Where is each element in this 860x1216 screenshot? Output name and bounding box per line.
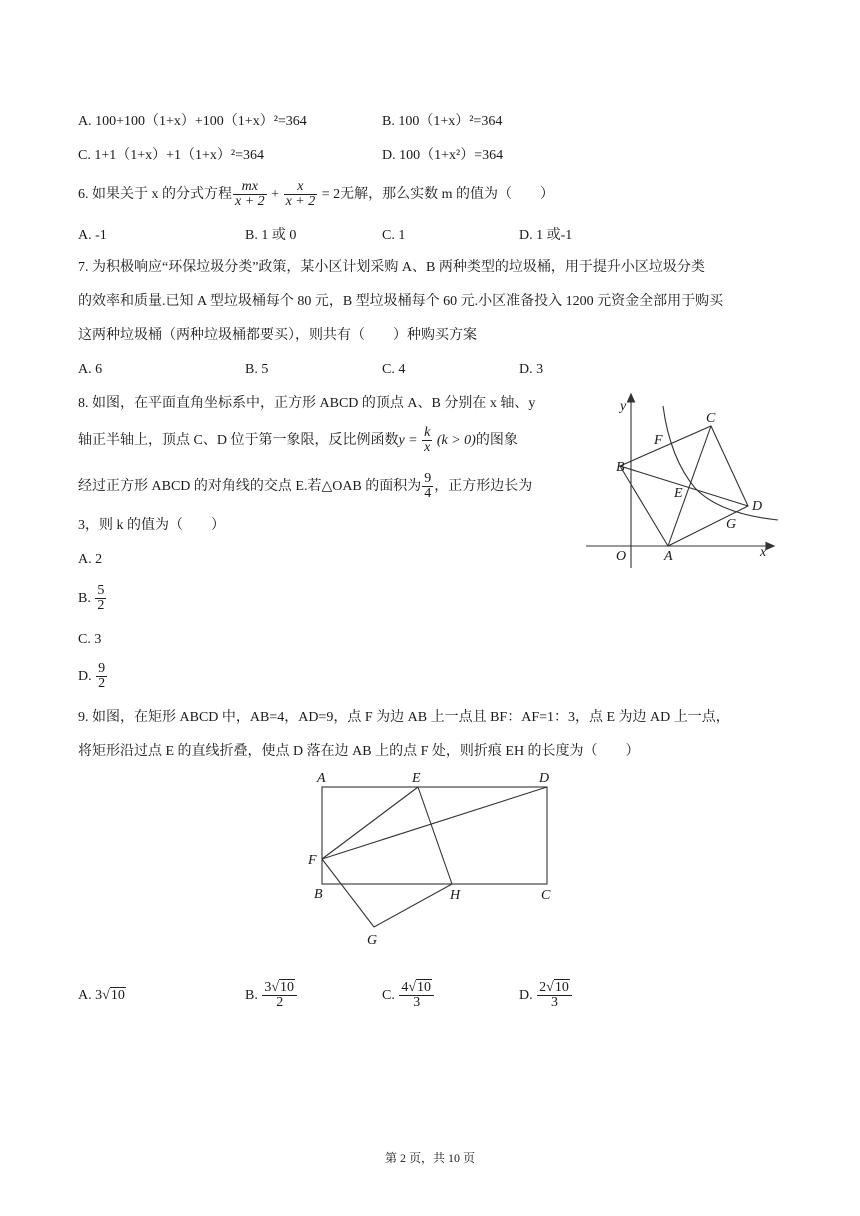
q8-line-2	[78, 426, 518, 456]
q9-label-c: C	[541, 888, 551, 903]
q8-line2-prefix: 轴正半轴上，顶点 C、D 位于第一象限，反比例函数	[78, 433, 399, 448]
q9-label-a: A	[317, 771, 326, 786]
q9-option-a-coef: 3	[95, 988, 103, 1003]
q8-func-fraction	[422, 426, 432, 455]
q9-option-c-den: 3	[399, 995, 434, 1010]
q9-option-a-label: A.	[78, 988, 92, 1003]
q9-option-b-fraction	[262, 981, 297, 1010]
q9-option-d-den: 3	[537, 995, 572, 1010]
q6-frac2-den: x + 2	[285, 194, 316, 210]
q8-y-arrow	[628, 394, 635, 402]
q7-option-d: D. 3	[519, 362, 544, 377]
q5-option-b: B. 100（1+x）²=364	[382, 114, 503, 129]
q8-label-y: y	[620, 399, 627, 414]
q9-option-d-radicand: 10	[554, 980, 569, 996]
q9-option-c-num: 4√10	[401, 980, 432, 996]
q9-option-b	[245, 976, 298, 1016]
q9-label-d: D	[539, 771, 550, 786]
q8-option-c: C. 3	[78, 632, 102, 647]
q8-line-3	[78, 472, 532, 502]
q8-area-num: 9	[424, 471, 432, 487]
q8-label-f: F	[654, 433, 663, 448]
q9-label-g: G	[367, 933, 378, 948]
page-footer: 第 2 页，共 10 页	[384, 1151, 475, 1165]
q9-option-d-fraction	[537, 981, 572, 1010]
q8-option-b-den: 2	[97, 598, 105, 614]
q9-option-a-sqrt-sign: √	[102, 988, 110, 1003]
q9-option-a	[78, 976, 126, 1016]
q6-eq: = 2	[321, 187, 341, 202]
q8-figure	[580, 388, 780, 573]
q9-option-b-den: 2	[262, 995, 297, 1010]
q9-option-c-label: C.	[382, 988, 395, 1003]
q8-area-den: 4	[424, 486, 432, 502]
q8-func-num: k	[424, 425, 431, 441]
q7-option-c: C. 4	[382, 362, 406, 377]
q9-option-d-coef: 2	[539, 980, 547, 996]
q7-option-a: A. 6	[78, 362, 103, 377]
q6-option-d: D. 1 或-1	[519, 228, 573, 243]
q8-line3-suffix: ，正方形边长为	[434, 479, 533, 494]
q9-label-b: B	[314, 887, 323, 902]
q8-option-b-label: B.	[78, 591, 91, 606]
q9-segment-fg	[322, 859, 374, 927]
q9-option-b-coef: 3	[264, 980, 272, 996]
q8-func-den: x	[424, 440, 431, 456]
q5-option-d: D. 100（1+x²）=364	[382, 148, 504, 163]
q8-func-cond: (k > 0)	[436, 433, 476, 448]
q9-label-e: E	[412, 771, 421, 786]
q9-label-f: F	[308, 853, 317, 868]
q8-option-b-fraction	[95, 584, 106, 613]
q8-line2-suffix: 的图象	[475, 433, 518, 448]
q6-fraction-1	[233, 180, 267, 209]
q8-label-e: E	[674, 486, 683, 501]
q9-segment-fd	[322, 787, 547, 859]
q6-stem	[78, 180, 554, 210]
q8-option-b	[78, 582, 107, 616]
q8-option-b-num: 5	[97, 583, 105, 599]
q9-figure	[300, 765, 565, 950]
q6-frac2-num: x	[297, 179, 304, 195]
q6-fraction-2	[284, 180, 318, 209]
q8-option-d-num: 9	[98, 661, 106, 677]
q8-line3-prefix: 经过正方形 ABCD 的对角线的交点 E.若△OAB 的面积为	[78, 479, 422, 494]
q8-option-d-label: D.	[78, 669, 92, 684]
q9-option-b-num: 3√10	[264, 980, 295, 996]
q9-crease-eh	[418, 787, 452, 884]
q9-option-d	[519, 976, 573, 1016]
q9-option-b-radicand: 10	[280, 980, 295, 996]
q8-label-x: x	[760, 545, 767, 560]
q8-line-4: 3，则 k 的值为（ ）	[78, 518, 225, 533]
q6-prefix: 6. 如果关于 x 的分式方程	[78, 187, 232, 202]
q6-option-a: A. -1	[78, 228, 107, 243]
q8-label-c: C	[706, 411, 716, 426]
q9-option-a-radicand: 10	[110, 988, 125, 1003]
q9-line-2: 将矩形沿过点 E 的直线折叠，使点 D 落在边 AB 上的点 F 处，则折痕 EH 的长度为（ ）	[78, 744, 640, 759]
q5-option-a: A. 100+100（1+x）+100（1+x）²=364	[78, 114, 307, 129]
q9-label-h: H	[450, 888, 461, 903]
q9-option-c-radicand: 10	[417, 980, 432, 996]
q8-line-1: 8. 如图，在平面直角坐标系中，正方形 ABCD 的顶点 A、B 分别在 x 轴、y	[78, 396, 536, 411]
q8-x-arrow	[766, 543, 774, 550]
q9-option-d-label: D.	[519, 988, 533, 1003]
q9-option-c-coef: 4	[401, 980, 409, 996]
q6-option-b: B. 1 或 0	[245, 228, 297, 243]
q6-plus: +	[271, 187, 280, 202]
q8-option-d	[78, 660, 108, 694]
q8-func-y: y =	[398, 433, 418, 448]
q5-option-c: C. 1+1（1+x）+1（1+x）²=364	[78, 148, 265, 163]
q6-option-c: C. 1	[382, 228, 406, 243]
q7-line-3: 这两种垃圾桶（两种垃圾桶都要买），则共有（ ）种购买方案	[78, 328, 477, 343]
q8-label-o: O	[616, 549, 627, 564]
q8-option-d-den: 2	[98, 676, 106, 692]
q8-area-fraction	[422, 472, 433, 501]
q7-option-b: B. 5	[245, 362, 269, 377]
q8-option-d-fraction	[96, 662, 107, 691]
q7-line-1: 7. 为积极响应“环保垃圾分类”政策，某小区计划采购 A、B 两种类型的垃圾桶，用于提升小区垃圾分类	[78, 260, 705, 275]
q6-frac1-num: mx	[241, 179, 258, 195]
q9-option-b-label: B.	[245, 988, 258, 1003]
q8-label-b: B	[616, 460, 625, 475]
q9-segment-gh	[374, 884, 452, 927]
q9-line-1: 9. 如图，在矩形 ABCD 中，AB=4，AD=9，点 F 为边 AB 上一点且 BF：AF=1：3，点 E 为边 AD 上一点，	[78, 710, 730, 725]
q9-option-c-fraction	[399, 981, 434, 1010]
q8-label-g: G	[726, 517, 737, 532]
q6-suffix: 无解，那么实数 m 的值为（ ）	[340, 187, 555, 202]
q6-frac1-den: x + 2	[235, 194, 265, 210]
q8-label-a: A	[664, 549, 673, 564]
q9-option-d-num: 2√10	[539, 980, 569, 996]
q9-segment-ef	[322, 787, 418, 859]
q8-option-a: A. 2	[78, 552, 103, 567]
q7-line-2: 的效率和质量.已知 A 型垃圾桶每个 80 元，B 型垃圾桶每个 60 元.小区准备投入 1200 元资金全部用于购买	[78, 294, 724, 309]
q9-option-c	[382, 976, 435, 1016]
q8-label-d: D	[752, 499, 763, 514]
